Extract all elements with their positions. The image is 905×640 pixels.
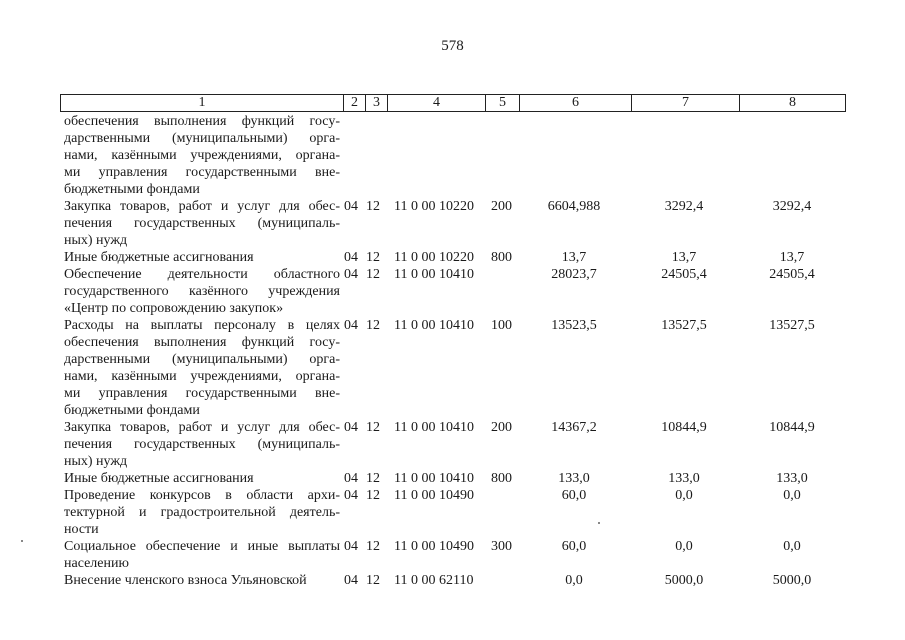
cell-c4: 11 0 00 10220 — [394, 199, 474, 214]
cell-c7: 5000,0 — [664, 573, 704, 588]
cell-c7: 3292,4 — [664, 199, 704, 214]
row-name-line: ности — [64, 522, 99, 537]
cell-c4: 11 0 00 10410 — [394, 471, 474, 486]
table-row — [0, 538, 905, 572]
cell-c2: 04 — [344, 471, 358, 486]
row-name — [64, 419, 340, 470]
row-name-line: дарственными (муниципальными) орга- — [64, 131, 340, 146]
cell-c7: 10844,9 — [661, 420, 707, 435]
cell-c2: 04 — [344, 267, 358, 282]
table-row — [0, 470, 905, 487]
cell-c4: 11 0 00 10490 — [394, 488, 474, 503]
table-header — [60, 94, 846, 112]
page-number: 578 — [441, 38, 464, 54]
cell-c8: 10844,9 — [769, 420, 815, 435]
row-name — [64, 487, 340, 538]
header-col-3: 3 — [365, 95, 387, 111]
row-name-line: Иные бюджетные ассигнования — [64, 471, 254, 486]
row-name-line: Социальное обеспечение и иные выплаты — [64, 539, 340, 554]
scan-speck — [598, 522, 600, 524]
table-row — [0, 249, 905, 266]
row-name-line: печения государственных (муниципаль- — [64, 216, 340, 231]
row-name — [64, 317, 340, 419]
row-name-line: обеспечения выполнения функций госу- — [64, 114, 340, 129]
row-name — [64, 266, 340, 317]
row-name-line: населению — [64, 556, 129, 571]
header-col-5: 5 — [485, 95, 519, 111]
row-name-line: нами, казёнными учреждениями, органа- — [64, 148, 340, 163]
cell-c3: 12 — [366, 539, 380, 554]
cell-c3: 12 — [366, 488, 380, 503]
cell-c3: 12 — [366, 318, 380, 333]
row-name-line: Закупка товаров, работ и услуг для обес- — [64, 420, 340, 435]
table-row — [0, 572, 905, 589]
cell-c6: 60,0 — [561, 539, 587, 554]
row-name-line: «Центр по сопровождению закупок» — [64, 301, 284, 316]
cell-c2: 04 — [344, 539, 358, 554]
cell-c7: 0,0 — [675, 488, 693, 503]
cell-c5: 200 — [491, 420, 512, 435]
cell-c6: 28023,7 — [551, 267, 597, 282]
row-name-line: ми управления государственными вне- — [64, 165, 340, 180]
cell-c8: 13527,5 — [769, 318, 815, 333]
row-name-line: ных) нужд — [64, 233, 128, 248]
cell-c4: 11 0 00 10490 — [394, 539, 474, 554]
header-col-1: 1 — [198, 95, 206, 110]
cell-c4: 11 0 00 10220 — [394, 250, 474, 265]
table-row — [0, 266, 905, 317]
cell-c6: 133,0 — [558, 471, 590, 486]
cell-c8: 0,0 — [783, 488, 801, 503]
header-col-4: 4 — [387, 95, 485, 111]
row-name-line: Иные бюджетные ассигнования — [64, 250, 254, 265]
cell-c3: 12 — [366, 471, 380, 486]
table-row — [0, 113, 905, 198]
cell-c3: 12 — [366, 420, 380, 435]
row-name-line: Расходы на выплаты персоналу в целях — [64, 318, 340, 333]
cell-c3: 12 — [366, 267, 380, 282]
cell-c8: 3292,4 — [772, 199, 812, 214]
header-col-2: 2 — [343, 95, 365, 111]
row-name-line: печения государственных (муниципаль- — [64, 437, 340, 452]
cell-c6: 13523,5 — [551, 318, 597, 333]
cell-c8: 24505,4 — [769, 267, 815, 282]
row-name-line: Внесение членского взноса Ульяновской — [64, 573, 307, 588]
row-name — [64, 113, 340, 198]
cell-c2: 04 — [344, 250, 358, 265]
row-name-line: Закупка товаров, работ и услуг для обес- — [64, 199, 340, 214]
row-name — [64, 538, 340, 572]
table-row — [0, 419, 905, 470]
cell-c2: 04 — [344, 488, 358, 503]
cell-c3: 12 — [366, 199, 380, 214]
row-name — [64, 198, 340, 249]
header-col-8: 8 — [739, 95, 845, 111]
table-row — [0, 487, 905, 538]
row-name-line: бюджетными фондами — [64, 182, 200, 197]
cell-c4: 11 0 00 10410 — [394, 267, 474, 282]
cell-c6: 13,7 — [561, 250, 587, 265]
row-name-line: обеспечения выполнения функций госу- — [64, 335, 340, 350]
row-name-line: бюджетными фондами — [64, 403, 200, 418]
row-name-line: ми управления государственными вне- — [64, 386, 340, 401]
row-name-line: тектурной и градостроительной деятель- — [64, 505, 340, 520]
scan-speck — [21, 540, 23, 542]
cell-c4: 11 0 00 62110 — [394, 573, 474, 588]
cell-c7: 13527,5 — [661, 318, 707, 333]
row-name-line: дарственными (муниципальными) орга- — [64, 352, 340, 367]
row-name-line: Проведение конкурсов в области архи- — [64, 488, 340, 503]
row-name-line: государственного казённого учреждения — [64, 284, 340, 299]
cell-c5: 300 — [491, 539, 512, 554]
row-name — [64, 249, 340, 266]
row-name — [64, 470, 340, 487]
cell-c7: 0,0 — [675, 539, 693, 554]
cell-c4: 11 0 00 10410 — [394, 318, 474, 333]
cell-c7: 13,7 — [671, 250, 697, 265]
table-row — [0, 317, 905, 419]
cell-c2: 04 — [344, 573, 358, 588]
row-name — [64, 572, 340, 589]
cell-c7: 133,0 — [668, 471, 700, 486]
cell-c7: 24505,4 — [661, 267, 707, 282]
cell-c6: 6604,988 — [547, 199, 601, 214]
cell-c2: 04 — [344, 199, 358, 214]
cell-c6: 14367,2 — [551, 420, 597, 435]
cell-c6: 0,0 — [565, 573, 583, 588]
cell-c4: 11 0 00 10410 — [394, 420, 474, 435]
cell-c8: 5000,0 — [772, 573, 812, 588]
cell-c8: 13,7 — [779, 250, 805, 265]
cell-c3: 12 — [366, 250, 380, 265]
cell-c2: 04 — [344, 318, 358, 333]
cell-c2: 04 — [344, 420, 358, 435]
cell-c5: 100 — [491, 318, 512, 333]
row-name-line: Обеспечение деятельности областного — [64, 267, 340, 282]
header-col-6: 6 — [519, 95, 631, 111]
row-name-line: ных) нужд — [64, 454, 128, 469]
cell-c3: 12 — [366, 573, 380, 588]
cell-c8: 133,0 — [776, 471, 808, 486]
cell-c5: 800 — [491, 250, 512, 265]
table-row — [0, 198, 905, 249]
cell-c5: 200 — [491, 199, 512, 214]
row-name-line: нами, казёнными учреждениями, органа- — [64, 369, 340, 384]
header-col-7: 7 — [631, 95, 739, 111]
cell-c5: 800 — [491, 471, 512, 486]
cell-c8: 0,0 — [783, 539, 801, 554]
cell-c6: 60,0 — [561, 488, 587, 503]
